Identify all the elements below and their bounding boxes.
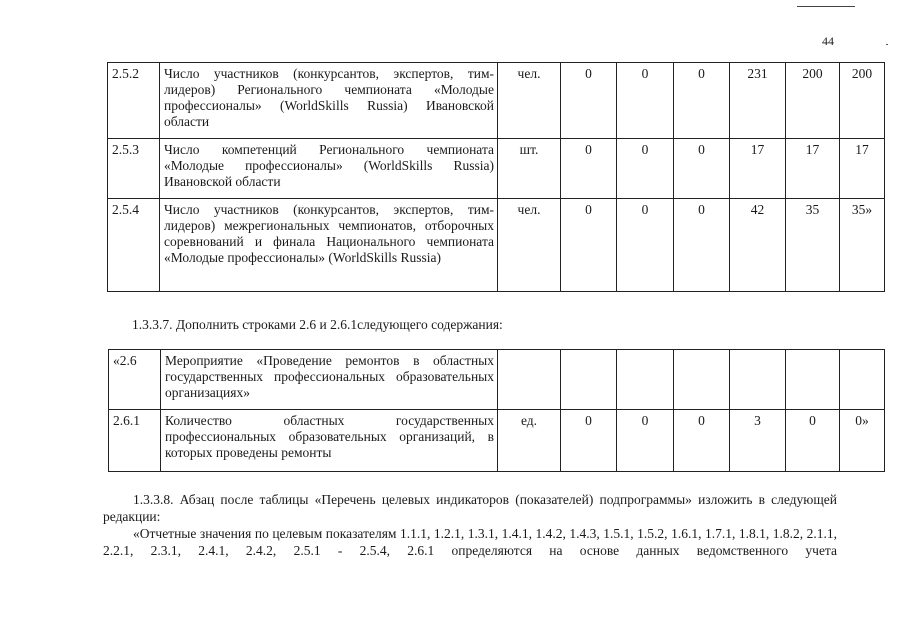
value-cell: 17 bbox=[786, 139, 840, 199]
value-cell: 0 bbox=[617, 63, 674, 139]
value-cell bbox=[730, 350, 786, 410]
value-cell: 35» bbox=[840, 199, 885, 292]
value-cell bbox=[617, 350, 674, 410]
table-row bbox=[109, 350, 885, 410]
indicator-name: Число участников (конкурсантов, экспертов, тим-лидеров) Регионального чемпионата «Молодые профессионалы» (WorldSkills Russia) Ивановской области bbox=[160, 63, 498, 139]
value-cell: 200 bbox=[786, 63, 840, 139]
value-cell: 0 bbox=[674, 63, 730, 139]
value-cell: 42 bbox=[730, 199, 786, 292]
unit-cell: чел. bbox=[498, 63, 561, 139]
value-cell: 0» bbox=[840, 410, 885, 472]
row-number: 2.5.2 bbox=[108, 63, 160, 139]
unit-cell: ед. bbox=[498, 410, 561, 472]
row-number: 2.5.4 bbox=[108, 199, 160, 292]
value-cell: 0 bbox=[617, 199, 674, 292]
value-cell bbox=[786, 350, 840, 410]
value-cell: 231 bbox=[730, 63, 786, 139]
value-cell: 0 bbox=[786, 410, 840, 472]
indicators-table-2 bbox=[108, 349, 885, 472]
value-cell: 0 bbox=[674, 199, 730, 292]
table-row bbox=[108, 199, 885, 292]
indicator-name: Количество областных государственных профессиональных образовательных организаций, в которых проведены ремонты bbox=[161, 410, 498, 472]
top-rule bbox=[797, 6, 855, 7]
value-cell: 0 bbox=[561, 63, 617, 139]
value-cell bbox=[674, 350, 730, 410]
paragraph-1-3-3-8: 1.3.3.8. Абзац после таблицы «Перечень целевых индикаторов (показателей) подпрограммы» изложить в следующей редакции: bbox=[103, 492, 837, 524]
table-row bbox=[108, 139, 885, 199]
value-cell: 0 bbox=[617, 410, 674, 472]
value-cell: 0 bbox=[674, 410, 730, 472]
value-cell: 17 bbox=[730, 139, 786, 199]
table-row bbox=[108, 63, 885, 139]
value-cell: 35 bbox=[786, 199, 840, 292]
indicator-name: Число участников (конкурсантов, экспертов, тим-лидеров) межрегиональных чемпионатов, отборочных соревнований и финала Национального чемпионата «Молодые профессионалы» (WorldSkills Russia) bbox=[160, 199, 498, 292]
paragraph-1-3-3-7: 1.3.3.7. Дополнить строками 2.6 и 2.6.1следующего содержания: bbox=[132, 317, 503, 332]
value-cell bbox=[561, 350, 617, 410]
value-cell: 0 bbox=[561, 410, 617, 472]
value-cell: 200 bbox=[840, 63, 885, 139]
value-cell: 3 bbox=[730, 410, 786, 472]
indicator-name: Мероприятие «Проведение ремонтов в областных государственных профессиональных образовательных организациях» bbox=[161, 350, 498, 410]
indicator-name: Число компетенций Регионального чемпионата «Молодые профессионалы» (WorldSkills Russia) Ивановской области bbox=[160, 139, 498, 199]
value-cell: 0 bbox=[561, 139, 617, 199]
row-number: «2.6 bbox=[109, 350, 161, 410]
unit-cell: чел. bbox=[498, 199, 561, 292]
row-number: 2.6.1 bbox=[109, 410, 161, 472]
table-row bbox=[109, 410, 885, 472]
paragraph-reporting-values: «Отчетные значения по целевым показателям 1.1.1, 1.2.1, 1.3.1, 1.4.1, 1.4.2, 1.4.3, 1.5.1, 1.5.2, 1.6.1, 1.7.1, 1.8.1, 1.8.2, 2.1.1, 2.2.1, 2.3.1, 2.4.1, 2.4.2, 2.5.1 - 2.5.4, 2.6.1 определяются на основе данных ведомственного учета bbox=[103, 526, 837, 558]
value-cell bbox=[840, 350, 885, 410]
indicators-table-1 bbox=[107, 62, 885, 292]
unit-cell bbox=[498, 350, 561, 410]
value-cell: 17 bbox=[840, 139, 885, 199]
value-cell: 0 bbox=[617, 139, 674, 199]
row-number: 2.5.3 bbox=[108, 139, 160, 199]
unit-cell: шт. bbox=[498, 139, 561, 199]
value-cell: 0 bbox=[561, 199, 617, 292]
scan-speck bbox=[886, 44, 888, 45]
page-number: 44 bbox=[822, 34, 834, 48]
value-cell: 0 bbox=[674, 139, 730, 199]
